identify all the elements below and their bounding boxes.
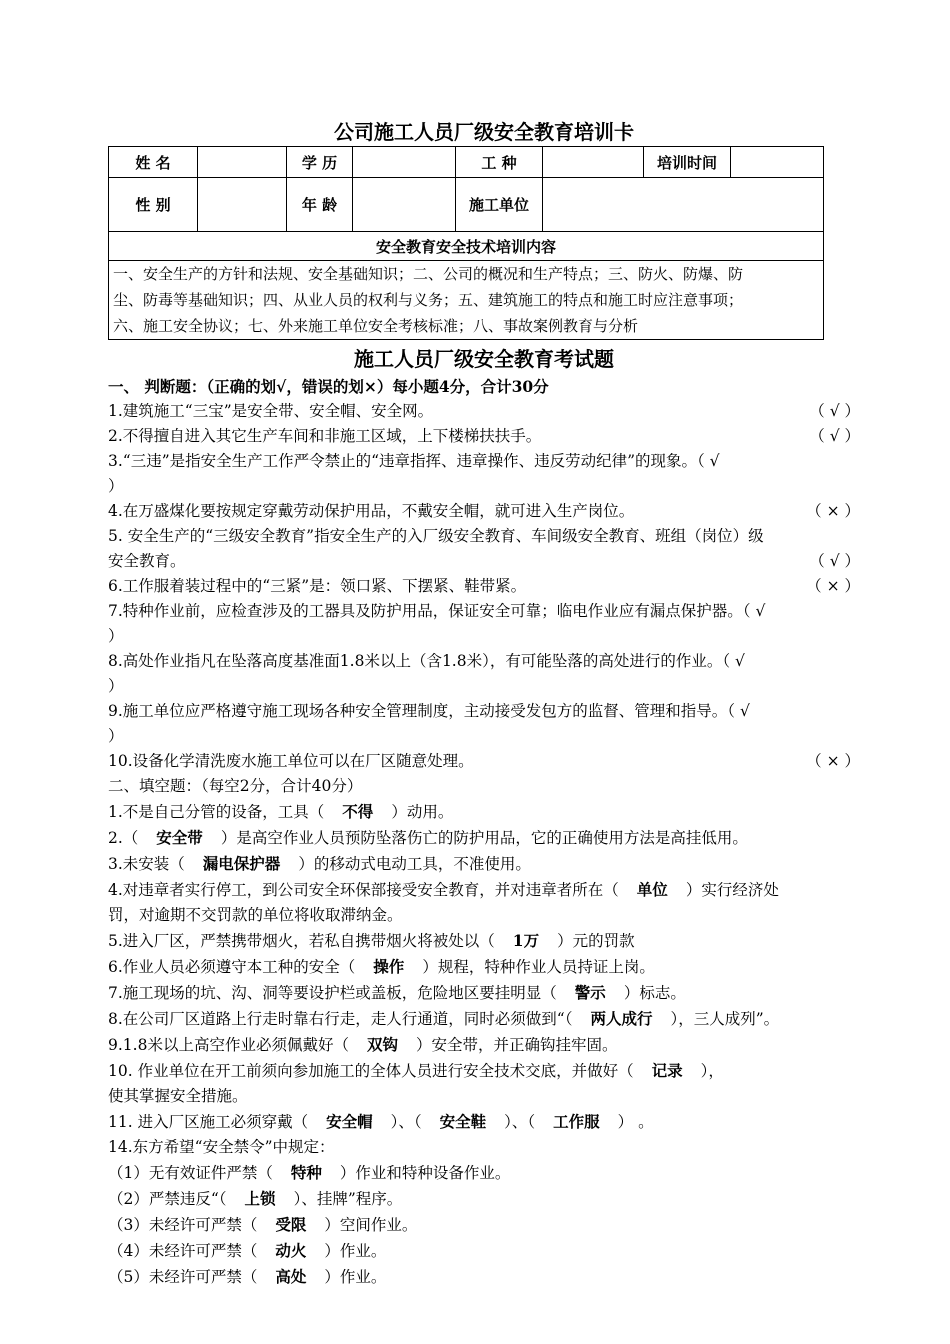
question-text: （4）未经许可严禁（	[108, 1242, 258, 1260]
fill-answer: 高处	[275, 1267, 307, 1286]
question-text: 安全教育。	[108, 552, 186, 570]
fill-question	[108, 1058, 860, 1084]
question-text: （2）严禁违反“（	[108, 1190, 227, 1208]
question-text: ）、挂牌”程序。	[293, 1190, 403, 1208]
content-line: 一、安全生产的方针和法规、安全基础知识；二、公司的概况和生产特点；三、防火、防爆、防	[113, 265, 744, 283]
fill-answer: 安全鞋	[439, 1112, 487, 1131]
fill-question	[108, 1212, 860, 1238]
judge-question	[108, 399, 860, 424]
fill-answer: 操作	[373, 957, 405, 976]
question-text: ）空间作业。	[324, 1216, 418, 1234]
question-text: 罚，对逾期不交罚款的单位将收取滞纳金。	[108, 906, 403, 924]
question-text: ）	[108, 727, 124, 745]
section-judge-heading: 一、 判断题：（正确的划√，错误的划×）每小题4分，合计30分	[108, 377, 549, 396]
question-text: ）、（	[390, 1113, 422, 1131]
judge-question	[108, 649, 860, 674]
answer-mark: （ × ）	[806, 502, 860, 520]
answer-mark: （ √ ）	[809, 402, 860, 420]
training-time-field[interactable]	[731, 147, 824, 178]
content-line: 六、施工安全协议；七、外来施工单位安全考核标准；八、事故案例教育与分析	[113, 317, 639, 335]
question-text: 5. 安全生产的“三级安全教育”指安全生产的入厂级安全教育、车间级安全教育、班组（岗位）级	[108, 527, 764, 545]
content-header: 安全教育安全技术培训内容	[109, 232, 824, 261]
judge-question-continued	[108, 674, 860, 699]
gender-field[interactable]	[198, 178, 287, 232]
fill-answer: 安全帽	[326, 1112, 373, 1131]
section-fill-heading: 二、填空题：（每空2分，合计40分）	[108, 777, 363, 795]
fill-answer: 不得	[342, 802, 374, 821]
question-text: ）动用。	[391, 803, 454, 821]
fill-question	[108, 1006, 860, 1032]
question-text: ）作业。	[324, 1242, 387, 1260]
fill-answer: 漏电保护器	[202, 854, 281, 873]
judge-question-continued	[108, 724, 860, 749]
name-label: 姓 名	[109, 147, 198, 178]
fill-answer: 记录	[651, 1061, 683, 1080]
question-text: 6.工作服着装过程中的“三紧”是：领口紧、下摆紧、鞋带紧。	[108, 577, 527, 595]
fill-question	[108, 903, 860, 928]
question-text: ）标志。	[623, 984, 686, 1002]
card-title: 公司施工人员厂级安全教育培训卡	[334, 120, 634, 144]
fill-answer: 上锁	[244, 1189, 276, 1208]
fill-question	[108, 851, 860, 877]
judge-question-list	[108, 399, 860, 774]
question-text: 14.东方希望“安全禁令”中规定：	[108, 1138, 335, 1156]
fill-question	[108, 1186, 860, 1212]
answer-mark: （ √ ）	[809, 552, 860, 570]
judge-question	[108, 449, 860, 474]
age-field[interactable]	[353, 178, 456, 232]
judge-question-continued	[108, 549, 860, 574]
job-type-field[interactable]	[543, 147, 644, 178]
unit-label: 施工单位	[456, 178, 543, 232]
fill-question	[108, 877, 860, 903]
question-text: 8.在公司厂区道路上行走时靠右行走，走人行通道，同时必须做到“（	[108, 1010, 573, 1028]
question-text: 5.进入厂区，严禁携带烟火，若私自携带烟火将被处以（	[108, 932, 495, 950]
gender-label: 性 别	[109, 178, 198, 232]
question-text: 7.特种作业前，应检查涉及的工器具及防护用品，保证安全可靠；临电作业应有漏点保护器。（ √	[108, 602, 766, 620]
question-text: 8.高处作业指凡在坠落高度基准面1.8米以上（含1.8米），有可能坠落的高处进行的作业。（ √	[108, 652, 745, 670]
question-text: ）	[108, 627, 124, 645]
training-card-table	[108, 146, 824, 340]
question-text: 6.作业人员必须遵守本工种的安全（	[108, 958, 356, 976]
question-text: ）规程，特种作业人员持证上岗。	[422, 958, 655, 976]
question-text: （5）未经许可严禁（	[108, 1268, 258, 1286]
question-text: 使其掌握安全措施。	[108, 1087, 248, 1105]
question-text: 9.施工单位应严格遵守施工现场各种安全管理制度，主动接受发包方的监督、管理和指导。（ √	[108, 702, 750, 720]
fill-question	[108, 1264, 860, 1290]
fill-question	[108, 954, 860, 980]
question-text: 2.（	[108, 829, 139, 847]
judge-question	[108, 524, 860, 549]
question-text: 3.“三违”是指安全生产工作严令禁止的“违章指挥、违章操作、违反劳动纪律”的现象。（ √	[108, 452, 720, 470]
question-text: ） 。	[617, 1113, 654, 1131]
unit-field[interactable]	[543, 178, 824, 232]
education-label: 学 历	[287, 147, 353, 178]
fill-question	[108, 825, 860, 851]
fill-answer: 警示	[574, 983, 606, 1002]
question-text: ）、（	[504, 1113, 536, 1131]
fill-answer: 安全带	[156, 828, 203, 847]
judge-question	[108, 599, 860, 624]
fill-question	[108, 1084, 860, 1109]
fill-question	[108, 1032, 860, 1058]
fill-answer: 受限	[275, 1215, 307, 1234]
name-field[interactable]	[198, 147, 287, 178]
question-text: ）是高空作业人员预防坠落伤亡的防护用品，它的正确使用方法是高挂低用。	[220, 829, 748, 847]
fill-question	[108, 980, 860, 1006]
question-text: 7.施工现场的坑、沟、洞等要设护栏或盖板，危险地区要挂明显（	[108, 984, 557, 1002]
question-text: ）实行经济处	[685, 881, 779, 899]
question-text: ）作业和特种设备作业。	[339, 1164, 511, 1182]
fill-answer: 动火	[275, 1241, 307, 1260]
question-text: 10. 作业单位在开工前须向参加施工的全体人员进行安全技术交底，并做好（	[108, 1062, 634, 1080]
question-text: 9.1.8米以上高空作业必须佩戴好（	[108, 1036, 349, 1054]
question-text: 11. 进入厂区施工必须穿戴（	[108, 1113, 309, 1131]
judge-question	[108, 499, 860, 524]
question-text: ）的移动式电动工具，不准使用。	[298, 855, 531, 873]
fill-question	[108, 1160, 860, 1186]
judge-question-continued	[108, 624, 860, 649]
answer-mark: （ × ）	[806, 577, 860, 595]
training-time-label: 培训时间	[644, 147, 731, 178]
judge-question	[108, 699, 860, 724]
question-text: 4.在万盛煤化要按规定穿戴劳动保护用品，不戴安全帽，就可进入生产岗位。	[108, 502, 635, 520]
fill-question	[108, 928, 860, 954]
question-text: ），	[700, 1062, 724, 1080]
question-text: （3）未经许可严禁（	[108, 1216, 258, 1234]
question-text: 4.对违章者实行停工，到公司安全环保部接受安全教育，并对违章者所在（	[108, 881, 619, 899]
fill-question	[108, 1109, 860, 1135]
question-text: ）作业。	[324, 1268, 387, 1286]
question-text: 2.不得擅自进入其它生产车间和非施工区域，上下楼梯扶扶手。	[108, 427, 542, 445]
question-text: ）元的罚款	[557, 932, 635, 950]
judge-question	[108, 424, 860, 449]
judge-question-continued	[108, 474, 860, 499]
fill-question-list	[108, 799, 860, 1290]
question-text: 1.建筑施工“三宝”是安全带、安全帽、安全网。	[108, 402, 434, 420]
question-text: 10.设备化学清洗废水施工单位可以在厂区随意处理。	[108, 752, 474, 770]
question-text: ）	[108, 477, 124, 495]
fill-question	[108, 1238, 860, 1264]
job-type-label: 工 种	[456, 147, 543, 178]
fill-answer: 特种	[290, 1163, 322, 1182]
question-text: 1.不是自己分管的设备，工具（	[108, 803, 325, 821]
fill-answer: 两人成行	[590, 1009, 653, 1028]
judge-question	[108, 749, 860, 774]
fill-answer: 双钩	[366, 1035, 398, 1054]
document-page	[108, 118, 860, 1290]
question-text: ）	[108, 677, 124, 695]
answer-mark: （ √ ）	[809, 427, 860, 445]
fill-answer: 1万	[512, 931, 540, 950]
fill-answer: 工作服	[553, 1112, 600, 1131]
age-label: 年 龄	[287, 178, 353, 232]
answer-mark: （ × ）	[806, 752, 860, 770]
question-text: （1）无有效证件严禁（	[108, 1164, 273, 1182]
education-field[interactable]	[353, 147, 456, 178]
question-text: 3.未安装（	[108, 855, 185, 873]
fill-question	[108, 799, 860, 825]
fill-question	[108, 1135, 860, 1160]
question-text: ）安全带，并正确钩挂牢固。	[415, 1036, 618, 1054]
fill-answer: 单位	[636, 880, 668, 899]
content-text	[109, 261, 824, 340]
judge-question	[108, 574, 860, 599]
exam-title: 施工人员厂级安全教育考试题	[354, 347, 614, 371]
question-text: ），三人成列”。	[670, 1010, 780, 1028]
content-line: 尘、防毒等基础知识；四、从业人员的权利与义务；五、建筑施工的特点和施工时应注意事项；	[113, 291, 744, 309]
